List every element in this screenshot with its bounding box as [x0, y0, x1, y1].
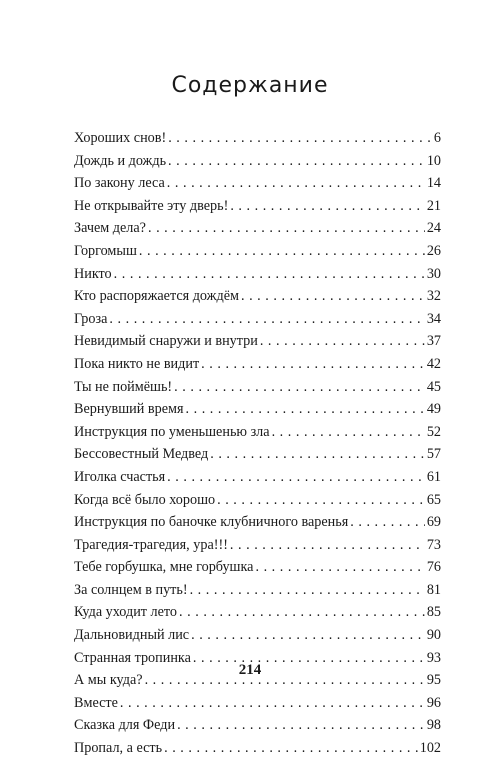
toc-entry-page: 95 [426, 672, 441, 689]
toc-entry-page: 45 [426, 378, 441, 395]
dot-leader [168, 150, 425, 173]
toc-entry [74, 556, 441, 579]
toc-entry-page: 24 [426, 220, 441, 237]
toc-entry-title: Пропал, а есть [74, 740, 163, 757]
toc-entry [74, 172, 441, 195]
dot-leader [148, 217, 425, 240]
dot-leader [114, 263, 425, 286]
toc-entry-page: 34 [426, 310, 441, 327]
dot-leader [174, 376, 425, 399]
toc-entry-page: 49 [426, 401, 441, 418]
toc-entry-title: Тебе горбушка, мне горбушка [74, 559, 254, 576]
dot-leader [210, 443, 425, 466]
toc-entry-title: Никто [74, 265, 112, 282]
dot-leader [230, 534, 425, 557]
toc-entry-page: 90 [426, 627, 441, 644]
toc-entry [74, 714, 441, 737]
toc-entry-title: Странная тропинка [74, 649, 191, 666]
toc-entry-page: 93 [426, 649, 441, 666]
toc-entry-page: 73 [426, 536, 441, 553]
toc-entry-title: Кто распоряжается дождём [74, 288, 239, 305]
toc-entry [74, 579, 441, 602]
toc-entry-page: 26 [426, 242, 441, 259]
dot-leader [201, 353, 425, 376]
dot-leader [167, 466, 425, 489]
toc-entry-page: 65 [426, 491, 441, 508]
toc-entry-page: 21 [426, 197, 441, 214]
toc-entry-title: Ты не поймёшь! [74, 378, 173, 395]
toc-entry [74, 601, 441, 624]
toc-entry-title: Гроза [74, 310, 108, 327]
toc-entry [74, 489, 441, 512]
toc-entry [74, 534, 441, 557]
toc-entry-title: Зачем дела? [74, 220, 146, 237]
toc-entry-title: Вместе [74, 694, 118, 711]
dot-leader [230, 195, 424, 218]
toc-entry [74, 330, 441, 353]
dot-leader [255, 556, 424, 579]
dot-leader [186, 398, 425, 421]
toc-entry [74, 240, 441, 263]
toc-entry-page: 52 [426, 423, 441, 440]
toc-entry [74, 285, 441, 308]
dot-leader [350, 511, 425, 534]
toc-entry-title: Пока никто не видит [74, 355, 200, 372]
toc-entry [74, 511, 441, 534]
toc-entry-page: 98 [426, 717, 441, 734]
dot-leader [109, 308, 424, 331]
toc-entry [74, 624, 441, 647]
dot-leader [260, 330, 425, 353]
toc-entry [74, 692, 441, 715]
toc-entry-page: 76 [426, 559, 441, 576]
toc-entry-title: Дальновидный лис [74, 627, 190, 644]
toc-entry-title: По закону леса [74, 175, 165, 192]
toc-entry-title: Иголка счастья [74, 468, 166, 485]
toc-entry-title: Невидимый снаружи и внутри [74, 333, 258, 350]
dot-leader [190, 579, 425, 602]
dot-leader [167, 172, 425, 195]
toc-entry-page: 102 [419, 740, 441, 757]
toc-entry-title: Хороших снов! [74, 130, 167, 146]
toc-entry-page: 6 [433, 130, 441, 146]
dot-leader [168, 127, 432, 150]
toc-entry-page: 14 [426, 175, 441, 192]
toc-entry [74, 353, 441, 376]
toc-entry [74, 150, 441, 173]
toc-entry-title: Дождь и дождь [74, 152, 167, 169]
toc-entry-title: Не открывайте эту дверь! [74, 197, 229, 214]
toc-entry-page: 42 [426, 355, 441, 372]
dot-leader [120, 692, 425, 715]
toc-entry [74, 737, 441, 760]
dot-leader [177, 714, 425, 737]
page-number: 214 [238, 662, 262, 678]
toc-entry [74, 466, 441, 489]
toc-entry-page: 96 [426, 694, 441, 711]
toc-entry-title: Горгомыш [74, 242, 137, 259]
dot-leader [217, 489, 425, 512]
dot-leader [179, 601, 425, 624]
page-title: Содержание [171, 72, 329, 98]
toc-entry [74, 398, 441, 421]
toc-entry-title: Инструкция по уменьшенью зла [74, 423, 270, 440]
toc-entry-title: Инструкция по баночке клубничного варенья [74, 514, 349, 531]
toc-entry-page: 69 [426, 514, 441, 531]
dot-leader [272, 421, 425, 444]
toc-entry-page: 30 [426, 265, 441, 282]
toc-entry [74, 376, 441, 399]
toc-entry-title: Сказка для Феди [74, 717, 176, 734]
toc-entry [74, 308, 441, 331]
toc-entry-page: 85 [426, 604, 441, 621]
toc-entry [74, 195, 441, 218]
toc-entry-title: А мы куда? [74, 672, 143, 689]
toc-entry-title: За солнцем в путь! [74, 581, 188, 598]
dot-leader [164, 737, 418, 760]
toc-entry-title: Куда уходит лето [74, 604, 178, 621]
toc-entry [74, 421, 441, 444]
toc-entry-page: 10 [426, 152, 441, 169]
toc-entry [74, 127, 441, 150]
dot-leader [191, 624, 425, 647]
toc-entry-page: 57 [426, 446, 441, 463]
toc-entry-page: 81 [426, 581, 441, 598]
toc-entry-page: 37 [426, 333, 441, 350]
toc-entry-title: Вернувший время [74, 401, 184, 418]
toc-entry-page: 32 [426, 288, 441, 305]
toc-entry [74, 217, 441, 240]
toc-entry-title: Бессовестный Медвед [74, 446, 209, 463]
toc-entry-title: Когда всё было хорошо [74, 491, 216, 508]
toc-entry [74, 263, 441, 286]
dot-leader [241, 285, 425, 308]
toc-entry-page: 61 [426, 468, 441, 485]
toc-entry [74, 443, 441, 466]
toc-entry-title: Трагедия-трагедия, ура!!! [74, 536, 228, 553]
dot-leader [139, 240, 425, 263]
